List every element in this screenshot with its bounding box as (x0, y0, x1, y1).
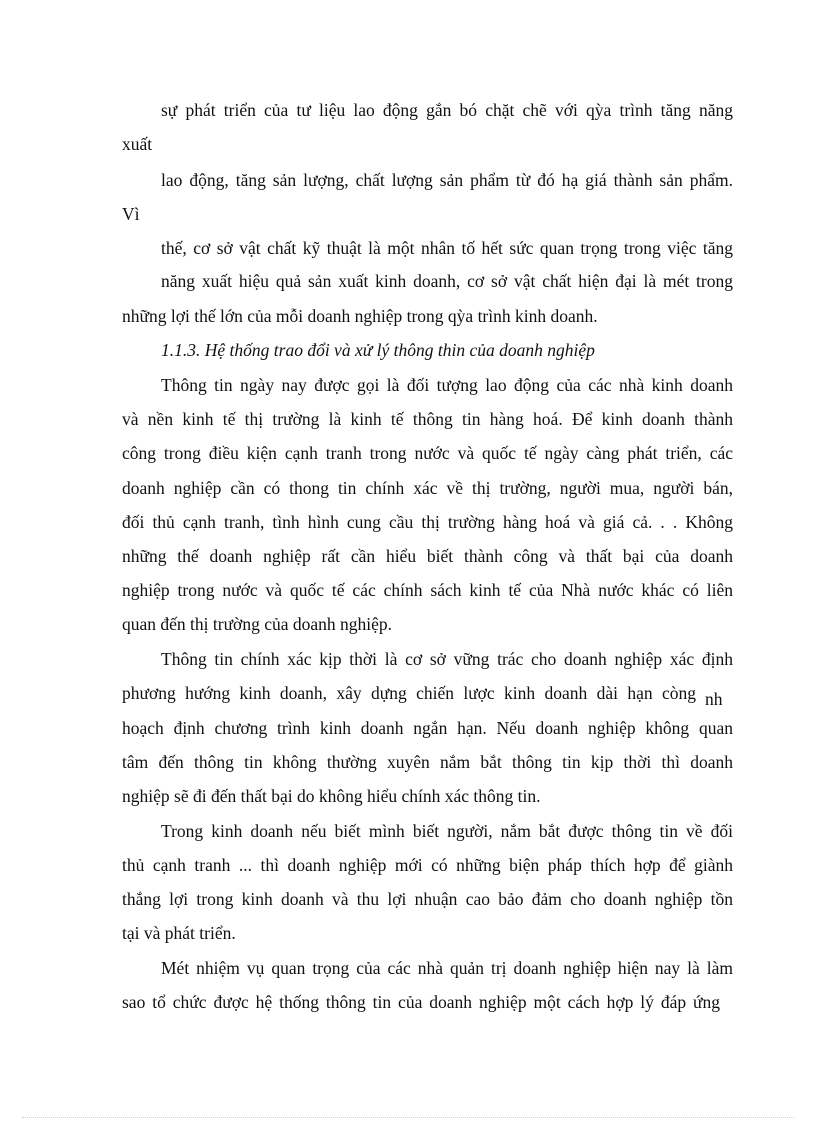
text-line: nghiệp trong nước và quốc tế các chính sách kinh tế của Nhà nước khác có liên (122, 580, 733, 600)
text-line: nghiệp sẽ đi đến thất bại do không hiểu chính xác thông tin. (122, 786, 541, 806)
text-line: thắng lợi trong kinh doanh và thu lợi nhuận cao bảo đảm cho doanh nghiệp tồn (122, 889, 733, 909)
text-line: nh (705, 689, 723, 709)
text-line: Trong kinh doanh nếu biết mình biết người, nắm bắt được thông tin về đối (161, 821, 733, 841)
text-line: sao tổ chức được hệ thống thông tin của doanh nghiệp một cách hợp lý đáp ứng (122, 992, 720, 1012)
text-line: Thông tin ngày nay được gọi là đối tượng lao động của các nhà kinh doanh (161, 375, 733, 395)
page-bottom-rule (22, 1117, 794, 1118)
text-line: hoạch định chương trình kinh doanh ngắn hạn. Nếu doanh nghiệp không quan (122, 718, 733, 738)
text-line: quan đến thị trường của doanh nghiệp. (122, 614, 392, 634)
text-line: lao động, tăng sản lượng, chất lượng sản phẩm từ đó hạ giá thành sản phẩm. (161, 170, 733, 190)
text-line: năng xuất hiệu quả sản xuất kinh doanh, cơ sở vật chất hiện đại là mét trong (161, 271, 733, 291)
text-line: thế, cơ sở vật chất kỹ thuật là một nhân tố hết sức quan trọng trong việc tăng (161, 238, 733, 258)
text-line: những thế doanh nghiệp rất cần hiểu biết thành công và thất bại của doanh (122, 546, 733, 566)
text-line: đối thủ cạnh tranh, tình hình cung cầu thị trường hàng hoá và giá cả. . . Không (122, 512, 733, 532)
text-line: phương hướng kinh doanh, xây dựng chiến lược kinh doanh dài hạn còng (122, 683, 696, 703)
text-line: những lợi thế lớn của mỗi doanh nghiệp trong qỳa trình kinh doanh. (122, 306, 598, 326)
text-line: thủ cạnh tranh ... thì doanh nghiệp mới có những biện pháp thích hợp để giành (122, 855, 733, 875)
section-heading: 1.1.3. Hệ thống trao đổi và xử lý thông thin của doanh nghiệp (161, 340, 595, 360)
text-line: công trong điều kiện cạnh tranh trong nước và quốc tế ngày càng phát triển, các (122, 443, 733, 463)
text-line: xuất (122, 134, 153, 154)
text-line: Vì (122, 204, 140, 224)
text-line: doanh nghiệp cần có thong tin chính xác về thị trường, người mua, người bán, (122, 478, 733, 498)
text-line: Thông tin chính xác kịp thời là cơ sở vững trác cho doanh nghiệp xác định (161, 649, 733, 669)
text-line: tại và phát triển. (122, 923, 236, 943)
text-line: tâm đến thông tin không thường xuyên nắm bắt thông tin kịp thời thì doanh (122, 752, 733, 772)
text-line: Mét nhiệm vụ quan trọng của các nhà quản trị doanh nghiệp hiện nay là làm (161, 958, 733, 978)
text-line: và nền kinh tế thị trường là kinh tế thông tin hàng hoá. Để kinh doanh thành (122, 409, 733, 429)
text-line: sự phát triển của tư liệu lao động gắn bó chặt chẽ với qỳa trình tăng năng (161, 100, 733, 120)
